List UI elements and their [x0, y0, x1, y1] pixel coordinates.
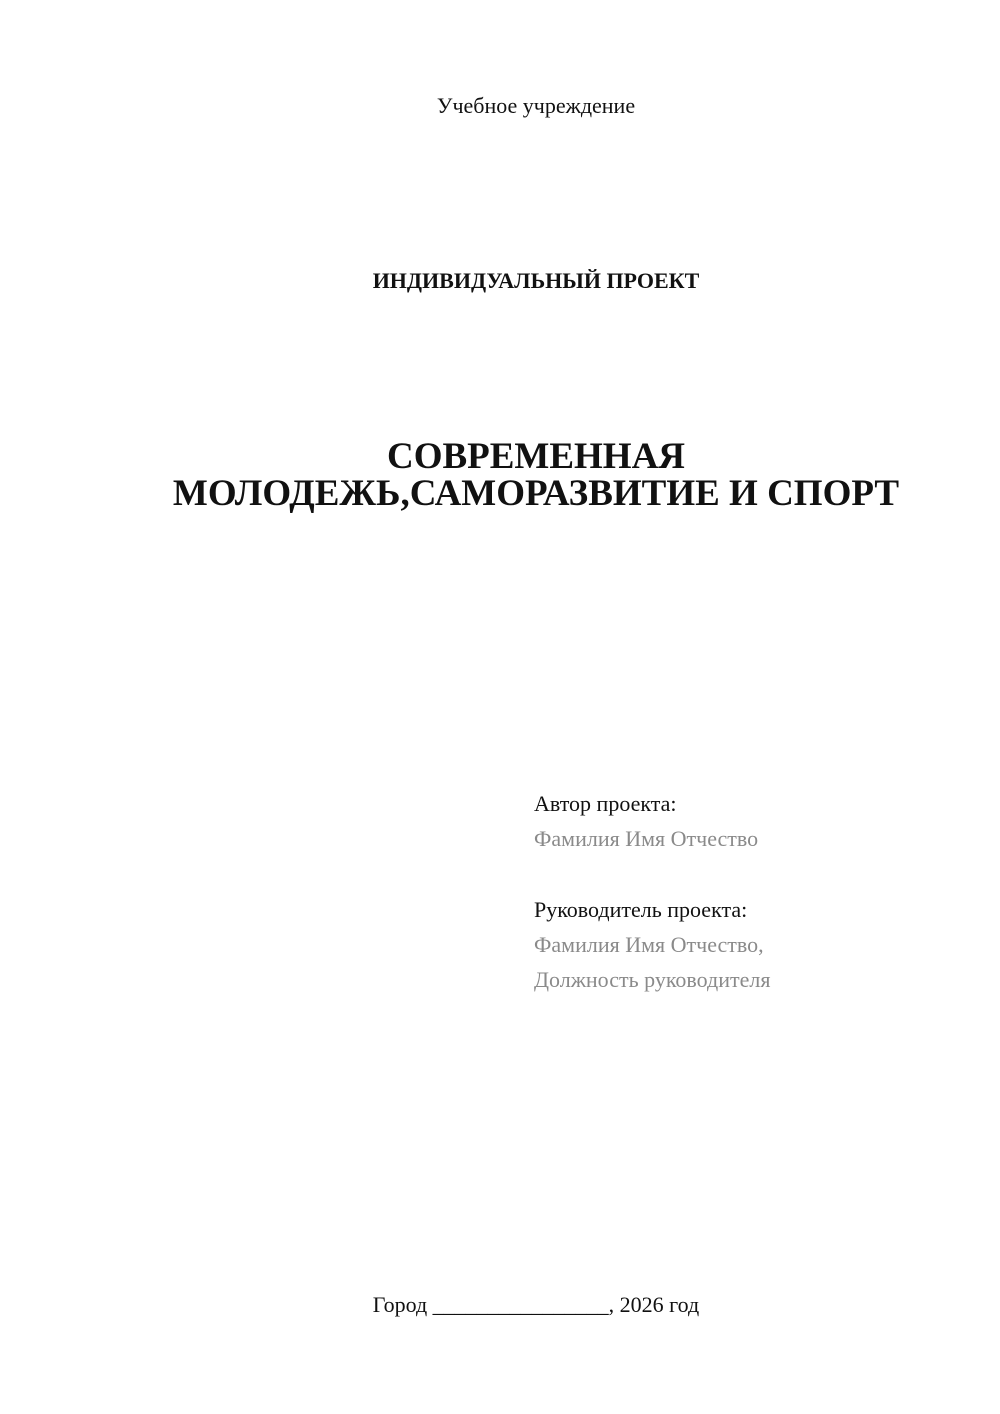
supervisor-label: Руководитель проекта:	[534, 897, 748, 922]
supervisor-name: Фамилия Имя Отчество,	[534, 932, 764, 957]
author-name: Фамилия Имя Отчество	[534, 826, 759, 851]
supervisor-block	[534, 892, 770, 997]
project-title	[0, 438, 1000, 512]
project-type-heading: ИНДИВИДУАЛЬНЫЙ ПРОЕКТ	[372, 268, 700, 293]
author-block	[534, 786, 758, 856]
supervisor-position: Должность руководителя	[534, 967, 771, 992]
author-label: Автор проекта:	[534, 791, 677, 816]
project-title-line-1: СОВРЕМЕННАЯ	[386, 436, 686, 477]
city-year-footer: Город ________________, 2026 год	[372, 1292, 700, 1317]
institution-name: Учебное учреждение	[436, 93, 636, 118]
project-title-line-2: МОЛОДЕЖЬ,САМОРАЗВИТИЕ И СПОРТ	[172, 473, 900, 514]
